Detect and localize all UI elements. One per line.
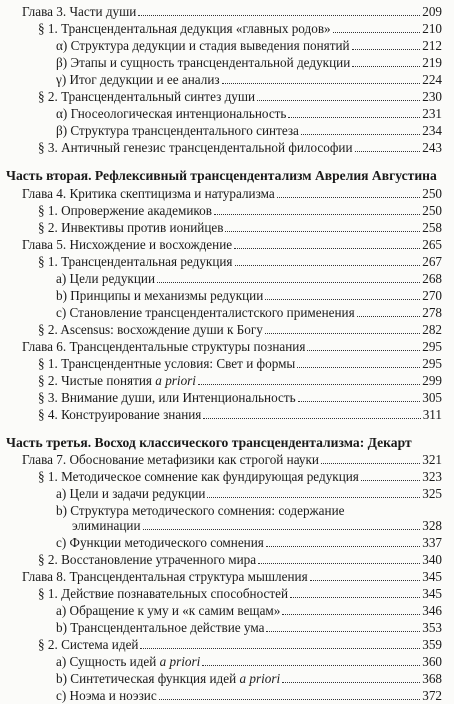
toc-entry-section[interactable] [38, 322, 442, 338]
toc-page-number: 234 [422, 123, 442, 138]
toc-page-number: 305 [422, 390, 442, 405]
toc-entry-title: элиминации [72, 518, 141, 533]
toc-entry-section[interactable] [38, 89, 442, 105]
toc-entry-title: § 1. Трансцендентальная дедукция «главных родов» [38, 21, 331, 36]
toc-page-number: 250 [422, 186, 442, 201]
toc-entry-title: § 1. Методическое сомнение как фундирующая редукция [38, 469, 359, 484]
toc-entry-title: b) Принципы и механизмы редукции [56, 288, 264, 303]
toc-page-number: 345 [422, 586, 442, 601]
toc-page-number: 268 [422, 271, 442, 286]
toc-entry-chapter[interactable] [22, 339, 442, 355]
toc-page-number: 278 [422, 305, 442, 320]
leader-dots [307, 349, 420, 351]
toc-entry-title: § 3. Внимание души, или Интенциональность [38, 390, 296, 405]
toc-entry-title [56, 654, 200, 670]
leader-dots [288, 116, 420, 118]
leader-dots [265, 298, 420, 300]
toc-entry-title: a) Цели и задачи редукции [56, 486, 206, 501]
toc-page-number: 368 [422, 671, 442, 686]
toc-page-number: 230 [422, 89, 442, 104]
toc-page-number: 299 [422, 373, 442, 388]
toc-entry-subsection[interactable] [56, 535, 442, 551]
leader-dots [352, 65, 420, 67]
toc-page-number: 295 [422, 356, 442, 371]
toc-entry-chapter[interactable] [22, 569, 442, 585]
part-heading: Часть вторая. Рефлексивный трансцендентализм Аврелия Августина [6, 168, 437, 183]
toc-entry-title: § 1. Действие познавательных способностей [38, 586, 289, 601]
toc-entry-subsection[interactable] [56, 271, 442, 287]
toc-entry-title: Глава 3. Части души [22, 4, 137, 19]
toc-page-number: 267 [422, 254, 442, 269]
toc-page-number: 328 [422, 518, 442, 533]
toc-entry-section[interactable] [38, 203, 442, 219]
toc-entry-section[interactable] [38, 407, 442, 423]
toc-entry-title [38, 373, 196, 389]
toc-page-number: 372 [422, 688, 442, 703]
toc-entry-title: Глава 8. Трансцендентальная структура мышления [22, 569, 308, 584]
toc-page-number: 295 [422, 339, 442, 354]
leader-dots [258, 562, 420, 564]
toc-page-number: 231 [422, 106, 442, 121]
leader-dots [282, 613, 420, 615]
leader-dots [225, 230, 420, 232]
toc-entry-title-italic: a priori [159, 654, 201, 669]
toc-page-number: 360 [422, 654, 442, 669]
toc-entry-title: § 1. Трансцендентные условия: Свет и формы [38, 356, 296, 371]
leader-dots [355, 150, 421, 152]
toc-entry-title: β) Структура трансцендентального синтеза [56, 123, 299, 138]
toc-entry-subsection[interactable] [56, 106, 442, 122]
leader-dots [282, 681, 420, 683]
toc-entry-title-italic: a priori [155, 373, 196, 388]
toc-entry-title-text: b) Синтетическая функция идей [56, 671, 240, 686]
leader-dots [310, 579, 421, 581]
leader-dots [333, 31, 421, 33]
leader-dots [203, 417, 420, 419]
toc-page-number: 311 [422, 407, 442, 422]
toc-entry-subsection[interactable] [56, 671, 442, 687]
toc-entry-title: c) Функции методического сомнения [56, 535, 264, 550]
leader-dots [266, 545, 420, 547]
toc-entry-title: § 2. Восстановление утраченного мира [38, 552, 257, 567]
toc-entry-subsection[interactable] [56, 288, 442, 304]
toc-entry-section[interactable] [38, 373, 442, 389]
leader-dots [235, 264, 421, 266]
leader-dots [157, 281, 420, 283]
toc-entry-subsection[interactable] [56, 688, 442, 704]
toc-page-number: 212 [422, 38, 442, 53]
leader-dots [357, 315, 421, 317]
toc-entry-title: § 2. Инвективы против ионийцев [38, 220, 224, 235]
toc-entry-title: c) Ноэма и ноэзис [56, 688, 157, 703]
toc-entry-title: § 2. Система идей [38, 637, 139, 652]
leader-dots [138, 14, 420, 16]
leader-dots [352, 48, 421, 50]
toc-entry-subsection[interactable] [56, 305, 442, 321]
toc-entry-title-italic: a priori [239, 671, 281, 686]
toc-entry-section[interactable] [38, 586, 442, 602]
toc-entry-chapter[interactable] [22, 186, 442, 202]
toc-entry-section[interactable] [38, 140, 442, 156]
toc-page-number: 250 [422, 203, 442, 218]
toc-entry-subsection[interactable] [56, 72, 442, 88]
leader-dots [298, 400, 421, 402]
toc-page-number: 210 [422, 21, 442, 36]
toc-entry-section[interactable] [38, 469, 442, 485]
toc-entry-subsection[interactable] [56, 55, 442, 71]
toc-entry-title: Глава 4. Критика скептицизма и натурализма [22, 186, 275, 201]
leader-dots [202, 664, 420, 666]
toc-page-number: 270 [422, 288, 442, 303]
toc-entry-title: § 4. Конструирование знания [38, 407, 202, 422]
toc-entry-title: Глава 5. Нисхождение и восхождение [22, 237, 233, 252]
leader-dots [214, 213, 420, 215]
toc-page-number: 337 [422, 535, 442, 550]
toc-entry-title: a) Цели редукции [56, 271, 156, 286]
toc-page-number: 243 [422, 140, 442, 155]
toc-page-number: 323 [422, 469, 442, 484]
toc-entry-title: b) Трансцендентальное действие ума [56, 620, 265, 635]
leader-dots [277, 196, 420, 198]
toc-entry-subsection-continued[interactable] [72, 518, 442, 534]
leader-dots [301, 133, 420, 135]
toc-entry-section[interactable] [38, 552, 442, 568]
toc-entry-subsection[interactable] [56, 620, 442, 636]
leader-dots [265, 332, 420, 334]
leader-dots [207, 496, 420, 498]
leader-dots [321, 462, 420, 464]
toc-entry-chapter[interactable] [22, 4, 442, 20]
toc-entry-chapter[interactable] [22, 452, 442, 468]
toc-entry-section[interactable] [38, 21, 442, 37]
toc-page-number: 258 [422, 220, 442, 235]
toc-entry-title: Глава 7. Обоснование метафизики как строгой науки [22, 452, 319, 467]
leader-dots [140, 647, 420, 649]
leader-dots [143, 528, 421, 530]
toc-page-number: 265 [422, 237, 442, 252]
part-heading: Часть третья. Восход классического трансцендентализма: Декарт [6, 435, 412, 450]
toc-entry-title-text: § 2. Чистые понятия [38, 373, 156, 388]
leader-dots [297, 366, 420, 368]
toc-entry-chapter[interactable] [22, 237, 442, 253]
leader-dots [257, 99, 420, 101]
toc-entry-subsection[interactable] [56, 486, 442, 502]
toc-entry-title: § 2. Ascensus: восхождение души к Богу [38, 322, 263, 337]
toc-page-number: 282 [422, 322, 442, 337]
toc-page-number: 346 [422, 603, 442, 618]
toc-page-number: 209 [422, 4, 442, 19]
toc-entry-title [56, 671, 280, 687]
toc-entry-title: a) Обращение к уму и «к самим вещам» [56, 603, 281, 618]
toc-entry-subsection[interactable] [56, 654, 442, 670]
toc-entry-title: § 1. Опровержение академиков [38, 203, 212, 218]
toc-page-number: 325 [422, 486, 442, 501]
toc-entry-section[interactable] [38, 356, 442, 372]
toc-entry-title: § 2. Трансцендентальный синтез души [38, 89, 256, 104]
toc-page-number: 353 [422, 620, 442, 635]
leader-dots [290, 596, 420, 598]
toc-page-number: 321 [422, 452, 442, 467]
toc-entry-title: α) Гносеологическая интенциональность [56, 106, 287, 121]
toc-entry-section[interactable] [38, 220, 442, 236]
toc-entry-title: γ) Итог дедукции и ее анализ [56, 72, 220, 87]
toc-entry-title: § 3. Античный генезис трансцендентальной философии [38, 140, 353, 155]
toc-entry-subsection[interactable] [56, 38, 442, 54]
leader-dots [222, 82, 421, 84]
toc-entry-title: Глава 6. Трансцендентальные структуры познания [22, 339, 306, 354]
toc-page-number: 224 [422, 72, 442, 87]
leader-dots [234, 247, 420, 249]
leader-dots [198, 383, 420, 385]
toc-entry-section[interactable] [38, 637, 442, 653]
toc-page-number: 219 [422, 55, 442, 70]
toc-entry-subsection[interactable] [56, 603, 442, 619]
toc-entry-title-text: a) Сущность идей [56, 654, 160, 669]
leader-dots [266, 630, 420, 632]
toc-page-number: 359 [422, 637, 442, 652]
toc-entry-title: α) Структура дедукции и стадия выведения понятий [56, 38, 350, 53]
toc-entry-title-first-line[interactable]: b) Структура методического сомнения: содержание [56, 503, 345, 518]
toc-entry-title: β) Этапы и сущность трансцендентальной дедукции [56, 55, 351, 70]
toc-entry-section[interactable] [38, 254, 442, 270]
toc-page-number: 345 [422, 569, 442, 584]
toc-entry-title: c) Становление трансценденталистского применения [56, 305, 355, 320]
toc-entry-title: § 1. Трансцендентальная редукция [38, 254, 233, 269]
toc-entry-subsection[interactable] [56, 123, 442, 139]
toc-entry-section[interactable] [38, 390, 442, 406]
toc-page-number: 340 [422, 552, 442, 567]
leader-dots [361, 479, 420, 481]
